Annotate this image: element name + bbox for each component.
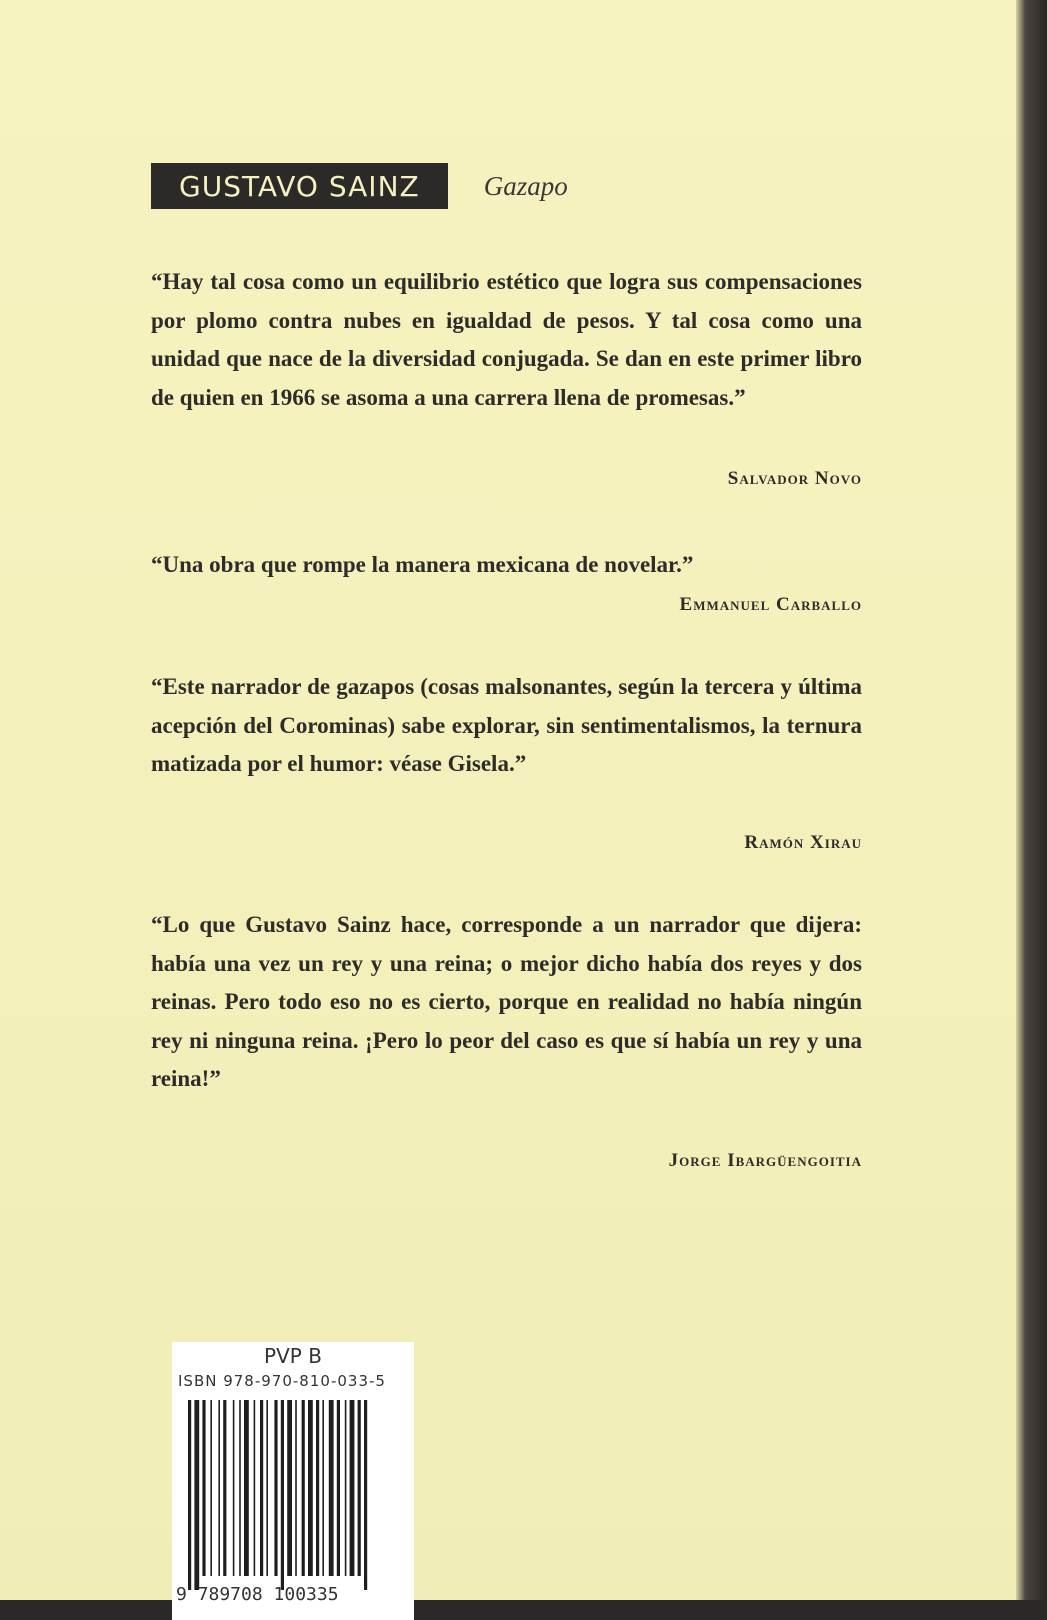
barcode-bar bbox=[322, 1400, 324, 1576]
isbn-number: ISBN 978-970-810-033-5 bbox=[178, 1372, 386, 1390]
book-title: Gazapo bbox=[483, 170, 568, 201]
barcode-bar bbox=[260, 1400, 263, 1576]
barcode-bar bbox=[202, 1400, 205, 1576]
quote-author-4: Jorge Ibargüengoitia bbox=[668, 1150, 862, 1171]
barcode-bar bbox=[295, 1400, 297, 1576]
quote-author-1: Salvador Novo bbox=[727, 468, 862, 489]
price-code: PVP B bbox=[264, 1344, 322, 1368]
barcode-bar bbox=[316, 1400, 319, 1576]
barcode-bar bbox=[188, 1400, 191, 1590]
barcode-bar bbox=[329, 1400, 334, 1576]
cover-header bbox=[151, 163, 568, 209]
barcode-bar bbox=[302, 1400, 305, 1576]
quote-author-3: Ramón Xirau bbox=[744, 832, 862, 853]
barcode-bar bbox=[337, 1400, 340, 1576]
barcode-bar bbox=[194, 1400, 199, 1590]
spine-edge bbox=[1016, 0, 1047, 1600]
barcode-bar bbox=[218, 1400, 220, 1576]
barcode-bar bbox=[350, 1400, 355, 1576]
quote-text-3: “Este narrador de gazapos (cosas malsonantes, según la tercera y última acepción del Corominas) sabe explorar, sin sentimentalismos, la ternura matizada por el humor: véase Gisela.” bbox=[151, 674, 862, 776]
author-name: GUSTAVO SAINZ bbox=[151, 163, 448, 209]
barcode-bar bbox=[233, 1400, 235, 1576]
barcode-bar bbox=[266, 1400, 268, 1576]
quote-text-1: “Hay tal cosa como un equilibrio estético que logra sus compensaciones por plomo contra nubes en igualdad de pesos. Y tal cosa como una unidad que nace de la diversidad conjugada. Se dan en este primer libro de quien en 1966 se asoma a una carrera llena de promesas.” bbox=[151, 269, 862, 410]
barcode-graphic bbox=[188, 1400, 400, 1590]
barcode-bar bbox=[239, 1400, 241, 1576]
barcode-bar bbox=[308, 1400, 313, 1576]
barcode-bar bbox=[210, 1400, 212, 1576]
barcode-bar bbox=[364, 1400, 367, 1590]
barcode-bar bbox=[345, 1400, 347, 1576]
barcode-bar bbox=[274, 1400, 277, 1576]
barcode-bar bbox=[223, 1400, 226, 1576]
barcode-bar bbox=[287, 1400, 292, 1576]
quote-text-4: “Lo que Gustavo Sainz hace, corresponde a un narrador que dijera: había una vez un rey y una reina; o mejor dicho había dos reyes y dos reinas. Pero todo eso no es cierto, porque en realidad no había ningún rey ni ninguna reina. ¡Pero lo peor del caso es que sí había un rey y una reina!” bbox=[151, 912, 862, 1091]
barcode-bar bbox=[244, 1400, 249, 1576]
barcode-bar bbox=[254, 1400, 256, 1576]
barcode-bar bbox=[281, 1400, 284, 1590]
quote-author-2: Emmanuel Carballo bbox=[679, 594, 862, 615]
quote-text-2: “Una obra que rompe la manera mexicana de novelar.” bbox=[151, 552, 694, 577]
barcode-number: 9 789708 100335 bbox=[176, 1584, 339, 1605]
barcode-label bbox=[172, 1342, 414, 1620]
barcode-bar bbox=[358, 1400, 361, 1576]
